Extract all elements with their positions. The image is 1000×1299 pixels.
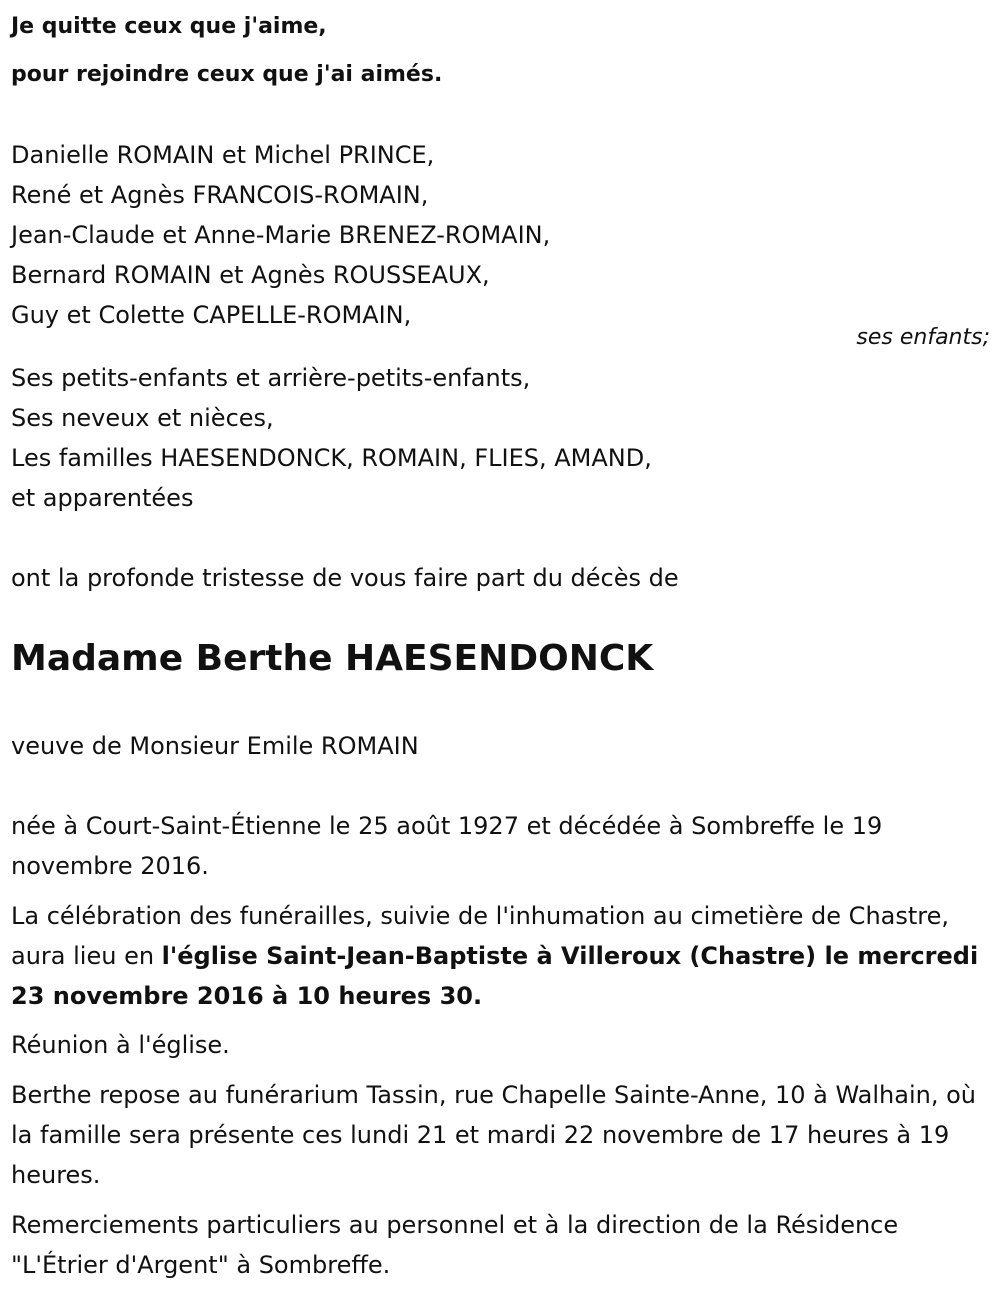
funeral-intro: La célébration des funérailles, suivie de l'inhumation au cimetière de Chastre, aura lieu en [11,902,950,970]
child-entry: René et Agnès FRANCOIS-ROMAIN, [11,181,429,209]
family-entry: Ses petits-enfants et arrière-petits-enfants, [11,364,531,392]
motto-line-2: pour rejoindre ceux que j'ai aimés. [11,62,443,87]
child-entry: Bernard ROMAIN et Agnès ROUSSEAUX, [11,261,490,289]
child-entry: Danielle ROMAIN et Michel PRINCE, [11,141,435,169]
family-entry: Les familles HAESENDONCK, ROMAIN, FLIES, AMAND, [11,444,652,472]
widow-of: veuve de Monsieur Emile ROMAIN [11,732,419,760]
child-entry: Guy et Colette CAPELLE-ROMAIN, [11,301,412,329]
family-entry: Ses neveux et nièces, [11,404,274,432]
reunion-text: Réunion à l'église. [11,1031,230,1059]
visitation-paragraph: Berthe repose au funérarium Tassin, rue Chapelle Sainte-Anne, 10 à Walhain, où la famille sera présente ces lundi 21 et mardi 22 novembre de 17 heures à 19 heures. [11,1081,976,1189]
birth-death-paragraph: née à Court-Saint-Étienne le 25 août 1927 et décédée à Sombreffe le 19 novembre 2016. [11,812,883,880]
funeral-paragraph [11,896,986,1016]
funeral-details: l'église Saint-Jean-Baptiste à Villeroux (Chastre) le mercredi 23 novembre 2016 à 10 heures 30. [11,942,979,1010]
family-entry: et apparentées [11,484,194,512]
announcement-text: ont la profonde tristesse de vous faire part du décès de [11,564,679,592]
children-label: ses enfants; [856,325,990,350]
deceased-name: Madame Berthe HAESENDONCK [11,638,654,679]
motto-line-1: Je quitte ceux que j'aime, [11,14,327,39]
thanks-paragraph: Remerciements particuliers au personnel et à la direction de la Résidence "L'Étrier d'Argent" à Sombreffe. [11,1211,899,1279]
child-entry: Jean-Claude et Anne-Marie BRENEZ-ROMAIN, [11,221,551,249]
